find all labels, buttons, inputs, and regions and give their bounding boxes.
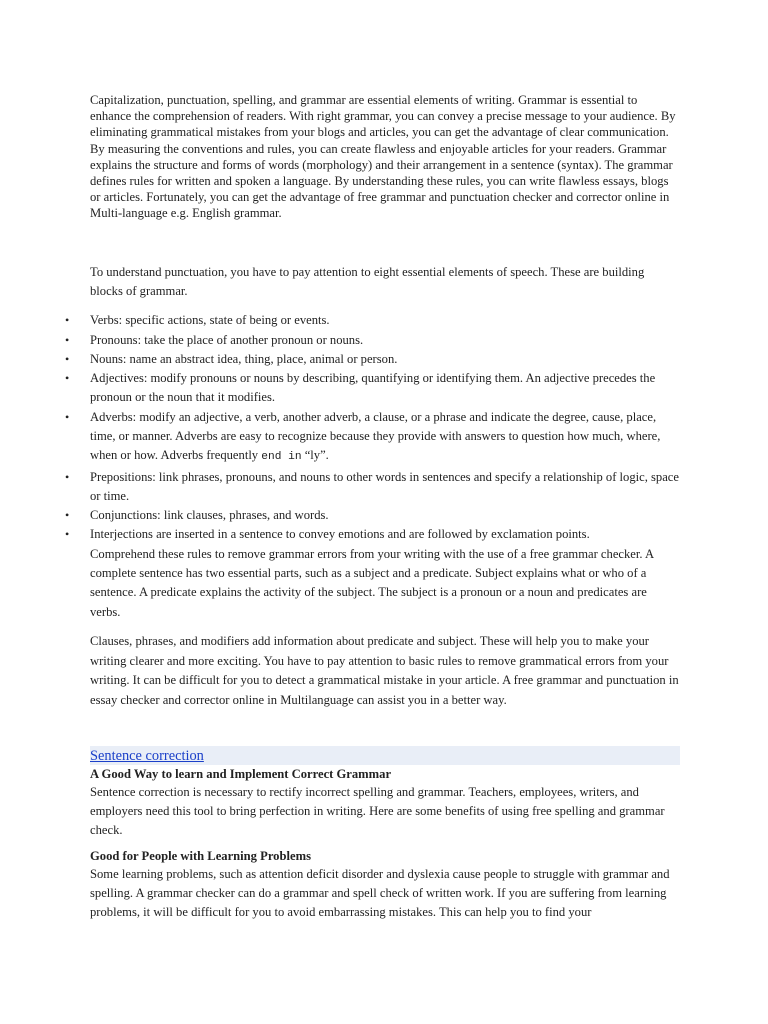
list-item xyxy=(65,331,680,350)
list-item-text: Nouns: name an abstract idea, thing, place, animal or person. xyxy=(90,351,398,366)
list-item xyxy=(65,350,680,369)
list-item-text: Conjunctions: link clauses, phrases, and words. xyxy=(90,508,329,523)
punctuation-intro-paragraph: To understand punctuation, you have to pay attention to eight essential elements of speech. These are building blocks of grammar. xyxy=(90,264,645,298)
list-item xyxy=(65,311,680,330)
list-item xyxy=(65,468,680,507)
list-item-text: Prepositions: link phrases, pronouns, and nouns to other words in sentences and specify a relationship of logic, space or time. xyxy=(90,469,679,503)
bullet-icon: • xyxy=(65,508,70,523)
document-body xyxy=(65,92,680,922)
section-heading: A Good Way to learn and Implement Correct Grammar xyxy=(90,767,392,782)
intro-paragraph: Capitalization, punctuation, spelling, and grammar are essential elements of writing. Grammar is essential to enhance the comprehension of readers. With right grammar, you can convey a precise message to your audience. By eliminating grammatical mistakes from your blogs and articles, you can get the advantage of clear communication. By measuring the conventions and rules, you can create flawless and enjoyable articles for your readers. Grammar explains the structure and forms of words (morphology) and their arrangement in a sentence (syntax). The grammar defines rules for written and spoken a language. By understanding these rules, you can write flawless essays, blogs or articles. Fortunately, you can get the advantage of free grammar and punctuation checker and corrector online in Multi-language e.g. English grammar. xyxy=(90,93,676,221)
list-item-text: Pronouns: take the place of another pronoun or nouns. xyxy=(90,332,364,347)
list-item xyxy=(65,369,680,408)
list-item xyxy=(65,525,680,544)
sentence-correction-link[interactable]: Sentence correction xyxy=(90,748,204,765)
bullet-icon: • xyxy=(65,469,70,484)
section-header-bar xyxy=(90,746,680,765)
list-item-text: Verbs: specific actions, state of being or events. xyxy=(90,313,330,328)
list-item xyxy=(65,506,680,525)
list-item-text: Interjections are inserted in a sentence to convey emotions and are followed by exclamation points. xyxy=(90,527,590,542)
bullet-icon: • xyxy=(65,527,70,542)
bullet-icon: • xyxy=(65,409,70,424)
learning-problems-heading: Good for People with Learning Problems xyxy=(90,849,311,864)
bullet-icon: • xyxy=(65,351,70,366)
list-item-text: Adjectives: modify pronouns or nouns by describing, quantifying or identifying them. An adjective precedes the pronoun or the noun that it modifies. xyxy=(90,371,656,405)
bullet-icon: • xyxy=(65,313,70,328)
list-item-text-end: “ly”. xyxy=(301,448,329,463)
list-item-mono-text: end in xyxy=(261,451,302,464)
learning-problems-paragraph: Some learning problems, such as attention deficit disorder and dyslexia cause people to struggle with grammar and spelling. A grammar checker can do a grammar and spell check of written work. If you are suffering from learning problems, it will be difficult for you to avoid embarrassing mistakes. This can help you to find your xyxy=(90,867,670,919)
list-item xyxy=(65,408,680,468)
clauses-paragraph: Clauses, phrases, and modifiers add information about predicate and subject. These will help you to make your writing clearer and more exciting. You have to pay attention to basic rules to remove grammatical errors from your writing. It can be difficult for you to detect a grammatical mistake in your article. A free grammar and punctuation in essay checker and corrector online in Multilanguage can assist you in a better way. xyxy=(90,633,679,707)
rules-paragraph: Comprehend these rules to remove grammar errors from your writing with the use of a free grammar checker. A complete sentence has two essential parts, such as a subject and a predicate. Subject explains what or who of a sentence. A predicate explains the activity of the subject. The subject is a pronoun or a noun and predicates are verbs. xyxy=(90,546,654,619)
sentence-correction-paragraph: Sentence correction is necessary to rectify incorrect spelling and grammar. Teachers, employees, writers, and employers need this tool to bring perfection in writing. Here are some benefits of using free spelling and grammar check. xyxy=(90,785,665,837)
bullet-icon: • xyxy=(65,371,70,386)
bullet-icon: • xyxy=(65,332,70,347)
list-item-text: Adverbs: modify an adjective, a verb, another adverb, a clause, or a phrase and indicate the degree, cause, place, time, or manner. Adverbs are easy to recognize because they provide with answers to question how much, where, when or how. Adverbs frequently xyxy=(90,409,661,463)
parts-of-speech-list xyxy=(65,311,680,545)
